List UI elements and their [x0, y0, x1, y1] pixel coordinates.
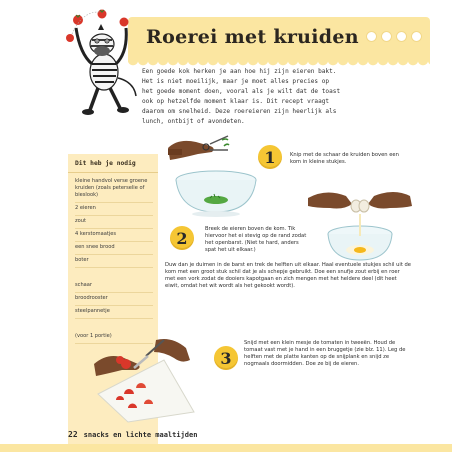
tool-item: steelpannetje — [75, 306, 153, 319]
ingredient-item: boter — [75, 255, 153, 268]
ingredient-item: zout — [75, 216, 153, 229]
step3-tomato-cutting-illustration — [94, 334, 204, 424]
intro-text: Een goede kok herken je aan hoe hij zijn eieren bakt. Het is niet moeilijk, maar je moet alles precies op het goede moment doen, vooral als je wilt dat de toast ook op hetzelfde moment klaar is. Dit recept vraagt daarom om snelheid. Deze roereieren zijn heerlijk als lunch, ontbijt of avondeten. — [142, 68, 341, 125]
tool-item: broodrooster — [75, 293, 153, 306]
ingredients-spacer — [75, 268, 153, 280]
banner-dot — [411, 31, 422, 42]
ingredients-spacer — [75, 319, 153, 331]
step-number-3: 3 — [214, 346, 238, 370]
tool-item: schaar — [75, 280, 153, 293]
ingredients-heading: Dit heb je nodig — [68, 154, 158, 173]
ingredient-item: een snee brood — [75, 242, 153, 255]
step2-egg-bowl-illustration — [300, 188, 420, 264]
zebra-chef-illustration — [62, 6, 146, 118]
section-name: snacks en lichte maaltijden — [83, 431, 198, 439]
banner-dots — [366, 31, 422, 42]
step1-herbs-bowl-illustration — [166, 128, 266, 218]
banner-dot — [381, 31, 392, 42]
step-2-text-top: Breek de eieren boven de kom. Tik hiervoor het ei stevig op de rand zodat het openbarst. (Niet te hard, anders spat het uit elkaar.) — [205, 226, 307, 254]
page-number: 22 — [68, 430, 78, 439]
banner-dot — [396, 31, 407, 42]
ingredients-list — [68, 173, 158, 344]
footer-bar — [0, 444, 452, 452]
step-3-text: Snijd met een klein mesje de tomaten in tweeën. Houd de tomaat vast met je hand in een bruggetje (zie blz. 11). Leg de helften met de platte kanten op de snijplank en snijd ze nogmaals doormidden. Doe ze bij de eieren. — [244, 340, 406, 368]
ingredient-item: kleine handvol verse groene kruiden (zoals peterselie of bieslook) — [75, 176, 153, 203]
step-1-text: Knip met de schaar de kruiden boven een kom in kleine stukjes. — [290, 152, 399, 166]
step-2-text-bottom: Duw dan je duimen in de barst en trek de helften uit elkaar. Haal eventuele stukjes schil uit de kom met een groot stuk schil dat je als schepje gebruikt. Doe een snufje zout erbij en roer met een vork zodat de dooiers kapotgaan en zich mengen met het heldere deel (dit heet eiwit, omdat het wit wordt als het gekookt wordt). — [165, 262, 411, 290]
page-footer — [68, 430, 197, 439]
ingredient-item: 4 kerstomaatjes — [75, 229, 153, 242]
ingredient-item: 2 eieren — [75, 203, 153, 216]
step-number-1: 1 — [258, 145, 282, 169]
page-title: Roerei met kruiden — [146, 26, 359, 48]
serving-note: (voor 1 portie) — [75, 331, 153, 344]
step-number-2: 2 — [170, 226, 194, 250]
banner-dot — [366, 31, 377, 42]
